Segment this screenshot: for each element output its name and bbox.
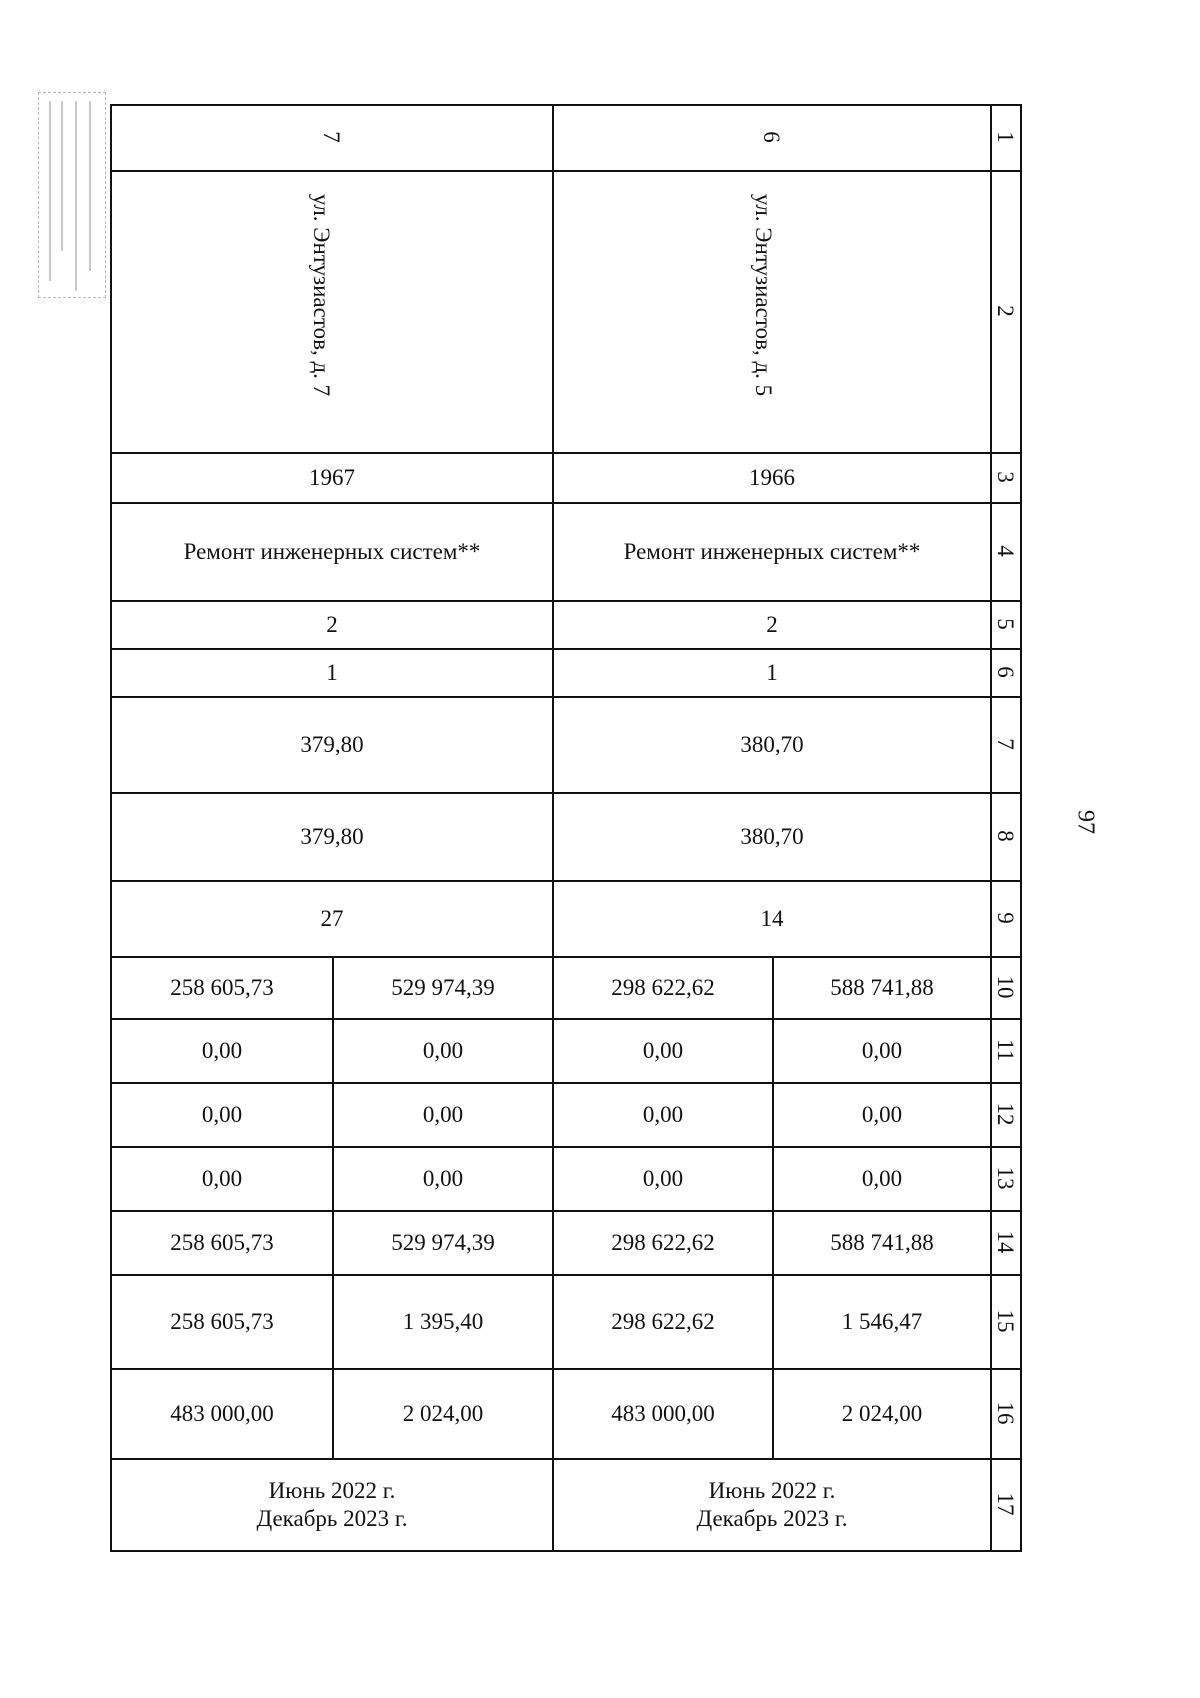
cost-cell: 0,00 bbox=[861, 1166, 903, 1192]
cost-cell: 0,00 bbox=[422, 1166, 464, 1192]
cost-cell: 258 605,73 bbox=[170, 975, 274, 1001]
cost-cell: 0,00 bbox=[642, 1038, 684, 1064]
cost-cell: 298 622,62 bbox=[611, 1230, 715, 1256]
address: ул. Энтузиастов, д. 7 bbox=[309, 193, 334, 397]
column-number: 1 bbox=[993, 131, 1018, 143]
cost-cell: 0,00 bbox=[422, 1038, 464, 1064]
column-number: 6 bbox=[993, 666, 1018, 678]
cost-cell: 588 741,88 bbox=[830, 975, 934, 1001]
column-number: 8 bbox=[993, 830, 1018, 842]
period-end: Декабрь 2023 г. bbox=[256, 1506, 408, 1531]
period-end: Декабрь 2023 г. bbox=[696, 1506, 848, 1531]
page-number: 97 bbox=[1072, 810, 1099, 834]
column-number: 3 bbox=[993, 471, 1018, 483]
column-number: 7 bbox=[993, 738, 1018, 750]
column-number: 4 bbox=[993, 545, 1018, 557]
cost-cell: 298 622,62 bbox=[611, 975, 715, 1001]
work-type: Ремонт инженерных систем** bbox=[183, 539, 481, 565]
column-number: 12 bbox=[993, 1102, 1018, 1126]
entrances: 1 bbox=[326, 660, 338, 686]
cost-cell: 258 605,73 bbox=[170, 1230, 274, 1256]
area-total: 379,80 bbox=[300, 732, 364, 758]
cost-cell: 298 622,62 bbox=[611, 1309, 715, 1335]
table-line bbox=[110, 1550, 1022, 1552]
cost-cell: 0,00 bbox=[861, 1102, 903, 1128]
area-living: 379,80 bbox=[300, 824, 364, 850]
residents: 27 bbox=[320, 906, 344, 932]
cost-cell: 0,00 bbox=[642, 1102, 684, 1128]
table-line bbox=[990, 104, 992, 1552]
residents: 14 bbox=[760, 906, 784, 932]
entrances: 1 bbox=[766, 660, 778, 686]
cost-cell: 0,00 bbox=[201, 1102, 243, 1128]
area-living: 380,70 bbox=[740, 824, 804, 850]
column-number: 13 bbox=[993, 1166, 1018, 1190]
row-number: 7 bbox=[319, 131, 344, 143]
row-number: 6 bbox=[759, 131, 784, 143]
area-total: 380,70 bbox=[740, 732, 804, 758]
cost-cell: 1 395,40 bbox=[402, 1309, 484, 1335]
cost-cell: 0,00 bbox=[861, 1038, 903, 1064]
column-number: 14 bbox=[993, 1230, 1018, 1254]
period-start: Июнь 2022 г. bbox=[708, 1478, 836, 1504]
column-number: 5 bbox=[993, 618, 1018, 630]
cost-cell: 0,00 bbox=[201, 1166, 243, 1192]
cost-cell: 529 974,39 bbox=[391, 975, 495, 1001]
column-number: 9 bbox=[993, 912, 1018, 924]
cost-cell: 1 546,47 bbox=[841, 1309, 923, 1335]
cost-cell: 529 974,39 bbox=[391, 1230, 495, 1256]
cost-cell: 258 605,73 bbox=[170, 1309, 274, 1335]
cost-cell: 0,00 bbox=[422, 1102, 464, 1128]
table-line bbox=[110, 104, 1022, 106]
cost-cell: 2 024,00 bbox=[402, 1401, 484, 1427]
column-number: 11 bbox=[993, 1038, 1018, 1062]
cost-cell: 2 024,00 bbox=[841, 1401, 923, 1427]
cost-cell: 0,00 bbox=[642, 1166, 684, 1192]
column-number: 2 bbox=[993, 305, 1018, 317]
table-line bbox=[110, 170, 1022, 172]
column-number: 16 bbox=[993, 1401, 1018, 1425]
column-number: 10 bbox=[993, 975, 1018, 999]
floors: 2 bbox=[766, 612, 778, 638]
cost-cell: 588 741,88 bbox=[830, 1230, 934, 1256]
cost-cell: 483 000,00 bbox=[170, 1401, 274, 1427]
cost-cell: 0,00 bbox=[201, 1038, 243, 1064]
work-period bbox=[112, 1460, 552, 1550]
address: ул. Энтузиастов, д. 5 bbox=[751, 193, 776, 397]
period-start: Июнь 2022 г. bbox=[268, 1478, 396, 1504]
column-number: 15 bbox=[993, 1309, 1018, 1333]
cost-cell: 483 000,00 bbox=[611, 1401, 715, 1427]
work-period bbox=[554, 1460, 990, 1550]
work-type: Ремонт инженерных систем** bbox=[623, 539, 921, 565]
build-year: 1966 bbox=[749, 465, 795, 491]
column-number: 17 bbox=[993, 1492, 1018, 1516]
floors: 2 bbox=[326, 612, 338, 638]
table-line bbox=[1020, 104, 1022, 1552]
build-year: 1967 bbox=[309, 465, 355, 491]
